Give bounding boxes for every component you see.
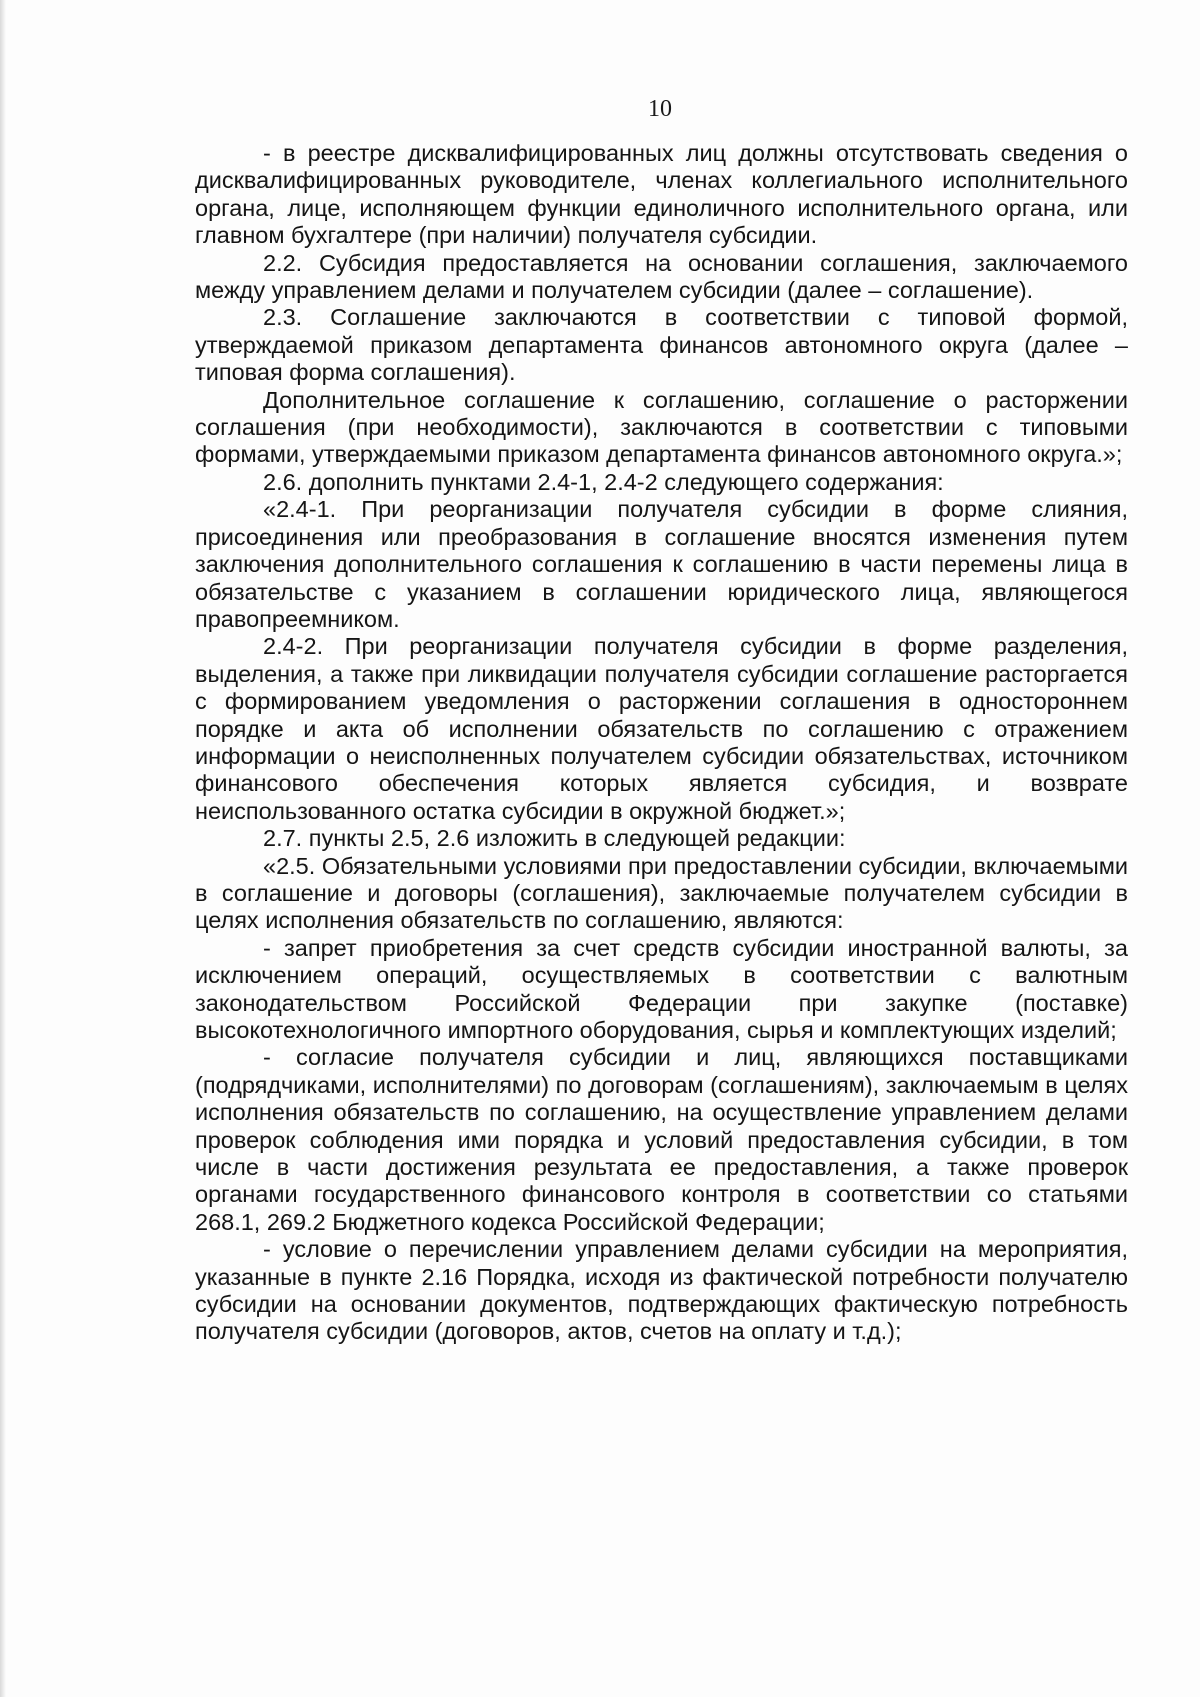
paragraph-2-3: 2.3. Соглашение заключаются в соответствии с типовой формой, утверждаемой приказом департамента финансов автономного округа (далее – типовая форма соглашения). (195, 304, 1128, 386)
paragraph-currency-ban: - запрет приобретения за счет средств субсидии иностранной валюты, за исключением операций, осуществляемых в соответствии с валютным законодательством Российской Федерации при закупке (поставке) высокотехнологичного импортного оборудования, сырья и комплектующих изделий; (195, 934, 1128, 1043)
paragraph-transfer-condition: - условие о перечислении управлением делами субсидии на мероприятия, указанные в пункте 2.16 Порядка, исходя из фактической потребности получателю субсидии на основании документов, подтверждающих фактическую потребность получателя субсидии (договоров, актов, счетов на оплату и т.д.); (195, 1236, 1128, 1345)
paragraph-2-5: «2.5. Обязательными условиями при предоставлении субсидии, включаемыми в соглашение и договоры (соглашения), заключаемые получателем субсидии в целях исполнения обязательств по соглашению, являются: (195, 852, 1128, 934)
paragraph-2-6-amendment: 2.6. дополнить пунктами 2.4-1, 2.4-2 следующего содержания: (263, 468, 944, 495)
page-number: 10 (648, 96, 672, 122)
paragraph-additional-agreement: Дополнительное соглашение к соглашению, соглашение о расторжении соглашения (при необходимости), заключаются в соответствии с типовыми формами, утверждаемыми приказом департамента финансов автономного округа.»; (195, 386, 1128, 468)
paragraph-2-2: 2.2. Субсидия предоставляется на основании соглашения, заключаемого между управлением делами и получателем субсидии (далее – соглашение). (195, 249, 1128, 304)
paragraph-registry-disqualified: - в реестре дисквалифицированных лиц должны отсутствовать сведения о дисквалифицированных руководителе, членах коллегиального исполнительного органа, лице, исполняющем функции единоличного исполнительного органа, или главном бухгалтере (при наличии) получателя субсидии. (195, 140, 1128, 249)
paragraph-consent-inspections: - согласие получателя субсидии и лиц, являющихся поставщиками (подрядчиками, исполнителями) по договорам (соглашениям), заключаемым в целях исполнения обязательств по соглашению, на осуществление управлением делами проверок соблюдения ими порядка и условий предоставления субсидии, в том числе в части достижения результата ее предоставления, а также проверок органами государственного финансового контроля в соответствии со статьями 268.1, 269.2 Бюджетного кодекса Российской Федерации; (195, 1044, 1128, 1235)
paragraph-2-4-2: 2.4-2. При реорганизации получателя субсидии в форме разделения, выделения, а также при ликвидации получателя субсидии соглашение расторгается с формированием уведомления о расторжении соглашения в одностороннем порядке и акта об исполнении обязательств по соглашению с отражением информации о неисполненных получателем субсидии обязательствах, источником финансового обеспечения которых является субсидия, и возврате неиспользованного остатка субсидии в окружной бюджет.»; (195, 633, 1128, 824)
document-body (195, 140, 1128, 1346)
paragraph-2-7-amendment: 2.7. пункты 2.5, 2.6 изложить в следующей редакции: (263, 825, 846, 852)
page-edge-shadow (0, 0, 6, 1697)
paragraph-2-4-1: «2.4-1. При реорганизации получателя субсидии в форме слияния, присоединения или преобразования в соглашение вносятся изменения путем заключения дополнительного соглашения к соглашению в части перемены лица в обязательстве с указанием в соглашении юридического лица, являющегося правопреемником. (195, 496, 1128, 632)
